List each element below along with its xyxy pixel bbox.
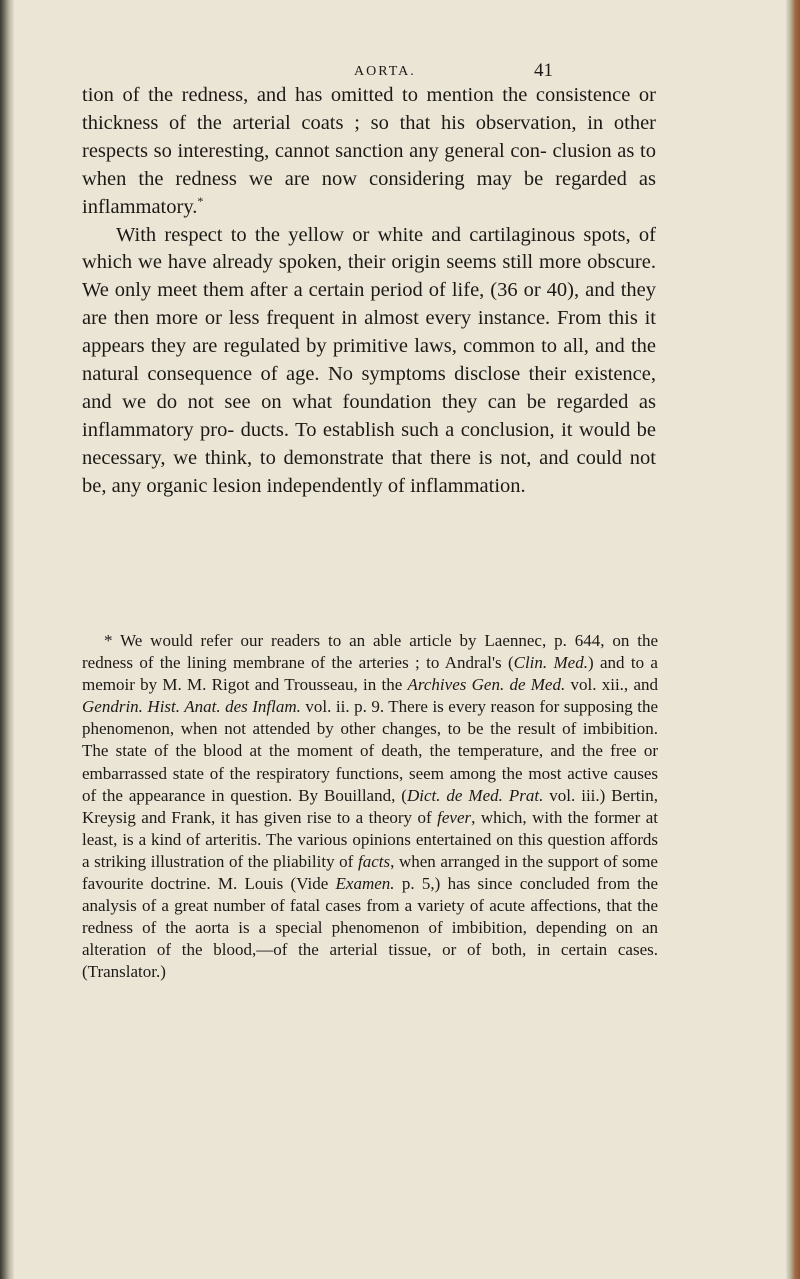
running-head: AORTA. (354, 64, 416, 79)
page-number: 41 (534, 60, 553, 81)
main-text (82, 82, 656, 501)
book-edge-right (786, 0, 800, 1279)
footnote-citation-gendrin: Gendrin. Hist. Anat. des Inflam. (82, 697, 301, 717)
footnote-citation-archives: Archives Gen. de Med. (407, 675, 566, 695)
footnote (82, 630, 658, 984)
footnote-text-6: , which, with the former at least, is a kind of arteritis. The various opinions entertained on this question affords a striking illustration of the pliability of (82, 807, 658, 871)
footnote-emphasis-facts: facts (357, 851, 391, 871)
footnote-text-4: vol. ii. p. 9. There is every reason for supposing the phenomenon, when not attended by other changes, to be the result of imbibition. The state of the blood at the moment of death, the temperature, and the free or embarrassed state of the respiratory functions, seem among the most active causes of the appearance in question. By Bouilland, ( (82, 697, 658, 805)
footnote-text-2: ) and to a memoir by M. M. Rigot and Trousseau, in the (82, 653, 658, 695)
footnote-text-7: , when arranged in the support of some favourite doctrine. M. Louis (Vide (82, 851, 658, 894)
footnote-citation-dict: Dict. de Med. Prat. (406, 785, 544, 805)
footnote-text-8: p. 5,) has since concluded from the analysis of a great number of fatal cases from a variety of acute affections, that the redness of the aorta is a special phenomenon of imbibition, depending on an alteration of the blood,—of the arterial tissue, or of both, in certain cases. (Translator.) (82, 874, 658, 982)
footnote-emphasis-fever: fever (437, 807, 472, 827)
paragraph-cartilaginous-spots: With respect to the yellow or white and cartilaginous spots, of which we have already spoken, their origin seems still more obscure. We only meet them after a certain period of life, (36 or 40), and they are then more or less frequent in almost every instance. From this it appears they are regulated by primitive laws, common to all, and the natural consequence of age. No symptoms disclose their existence, and we do not see on what foundation they can be regarded as inflammatory pro- ducts. To establish such a conclusion, it would be necessary, we think, to demonstrate that there is not, and could not be, any organic lesion independently of inflammation. (82, 223, 656, 497)
paragraph-continuation (82, 82, 656, 222)
footnote-text-3: vol. xii., and (565, 675, 658, 695)
footnote-text-1: * We would refer our readers to an able article by Laennec, p. 644, on the redness of the lining membrane of the arteries ; to Andral's ( (82, 631, 658, 673)
book-gutter-left (0, 0, 14, 1279)
footnote-citation-examen: Examen. (335, 874, 395, 894)
book-page (14, 0, 786, 1279)
footnote-citation-clin-med: Clin. Med. (513, 653, 588, 673)
paragraph-continuation-text: tion of the redness, and has omitted to mention the consistence or thickness of the arterial coats ; so that his observation, in other respects so interesting, cannot sanction any general con- clusion as to when the redness we are now considering may be regarded as inflammatory. (82, 84, 656, 218)
footnote-text-5: vol. iii.) Bertin, Kreysig and Frank, it has given rise to a theory of (82, 785, 658, 827)
footnote-marker: * (197, 193, 204, 208)
